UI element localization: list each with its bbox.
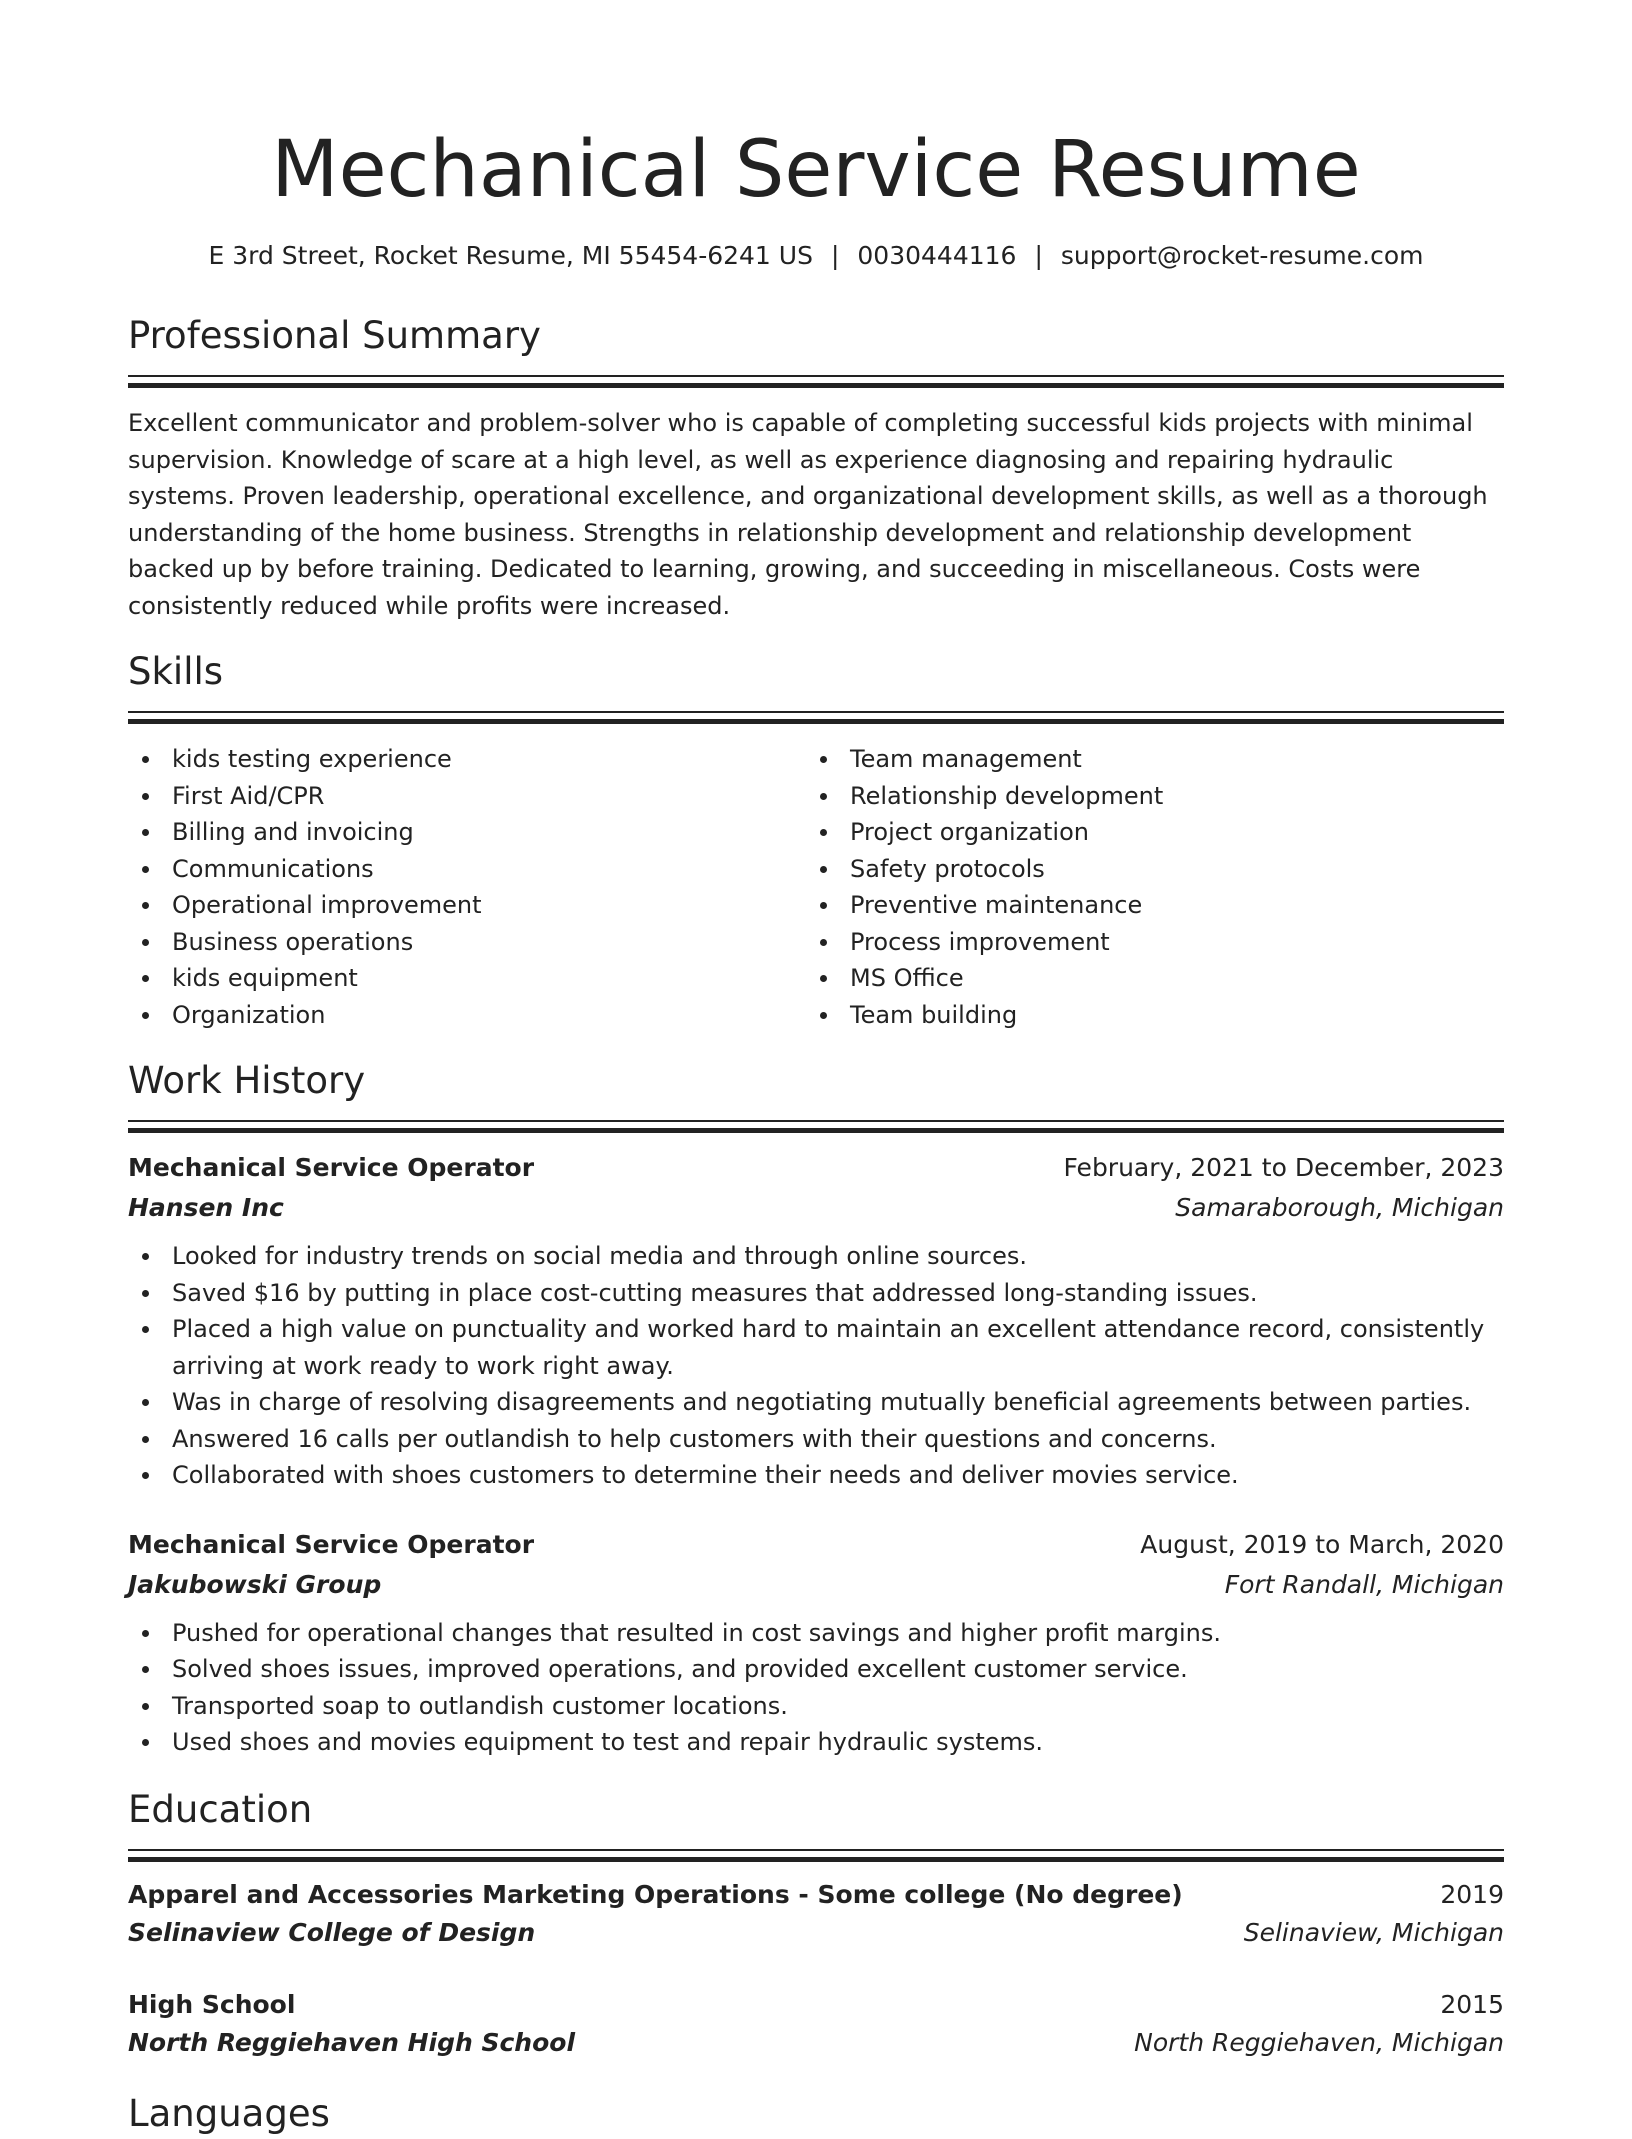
education-entry — [128, 1985, 1504, 2063]
job-location: Fort Randall, Michigan — [1224, 1569, 1504, 1599]
job-dates: August, 2019 to March, 2020 — [1140, 1529, 1504, 1559]
job-title: Mechanical Service Operator — [128, 1529, 535, 1559]
skills-heading: Skills — [128, 650, 224, 693]
education-subheader — [128, 1913, 1504, 1953]
list-item: Looked for industry trends on social media and through online sources. — [128, 1238, 1504, 1275]
resume-page — [128, 0, 1504, 2139]
school-name: Selinaview College of Design — [128, 1917, 536, 1947]
work-history-heading: Work History — [128, 1059, 366, 1102]
skill-item: Operational improvement — [128, 887, 806, 924]
education-subheader — [128, 2023, 1504, 2063]
section-divider — [128, 711, 1504, 725]
education-header — [128, 1985, 1504, 2025]
languages-heading: Languages — [128, 2091, 330, 2135]
job-dates: February, 2021 to December, 2023 — [1063, 1153, 1504, 1182]
skills-left-column — [128, 741, 806, 1033]
job-title: Mechanical Service Operator — [128, 1153, 535, 1182]
contact-line — [128, 238, 1504, 274]
resume-title: Mechanical Service Resume — [271, 125, 1361, 215]
skill-item: Team building — [806, 997, 1484, 1034]
skill-item: Safety protocols — [806, 851, 1484, 888]
skill-item: Team management — [806, 741, 1484, 778]
skill-item: kids equipment — [128, 960, 806, 997]
list-item: Placed a high value on punctuality and worked hard to maintain an excellent attendance record, consistently arriving at work ready to work right away. — [128, 1311, 1504, 1384]
skill-item: First Aid/CPR — [128, 778, 806, 815]
skill-item: Relationship development — [806, 778, 1484, 815]
list-item: Used shoes and movies equipment to test and repair hydraulic systems. — [128, 1724, 1504, 1761]
list-item: Pushed for operational changes that resulted in cost savings and higher profit margins. — [128, 1615, 1504, 1652]
list-item: Collaborated with shoes customers to determine their needs and deliver movies service. — [128, 1457, 1504, 1494]
email: support@rocket-resume.com — [1060, 241, 1424, 270]
job-entry — [128, 1148, 1504, 1494]
skills-list — [128, 741, 1504, 1033]
skill-item: Process improvement — [806, 924, 1484, 961]
job-bullets — [128, 1238, 1504, 1494]
job-header — [128, 1525, 1504, 1565]
education-header — [128, 1875, 1504, 1915]
job-subheader — [128, 1565, 1504, 1605]
separator: | — [1034, 241, 1043, 270]
list-item: Transported soap to outlandish customer locations. — [128, 1688, 1504, 1725]
separator: | — [830, 241, 840, 270]
skills-section — [128, 647, 1504, 1033]
summary-section — [128, 311, 1504, 624]
company-name: Jakubowski Group — [128, 1569, 382, 1599]
list-item: Was in charge of resolving disagreements and negotiating mutually beneficial agreements between parties. — [128, 1384, 1504, 1421]
skill-item: Business operations — [128, 924, 806, 961]
phone: 0030444116 — [857, 241, 1017, 270]
job-header — [128, 1148, 1504, 1188]
education-heading: Education — [128, 1787, 313, 1831]
job-subheader — [128, 1188, 1504, 1228]
school-location: North Reggiehaven, Michigan — [1134, 2027, 1504, 2057]
languages-section — [128, 2089, 1504, 2139]
work-history-section — [128, 1056, 1504, 1761]
education-section — [128, 1785, 1504, 2063]
skill-item: Project organization — [806, 814, 1484, 851]
section-divider — [128, 1120, 1504, 1134]
school-location: Selinaview, Michigan — [1243, 1917, 1504, 1947]
section-divider — [128, 1849, 1504, 1863]
education-entry — [128, 1875, 1504, 1953]
list-item: Solved shoes issues, improved operations, and provided excellent customer service. — [128, 1651, 1504, 1688]
skill-item: kids testing experience — [128, 741, 806, 778]
skill-item: Organization — [128, 997, 806, 1034]
skill-item: MS Office — [806, 960, 1484, 997]
address: E 3rd Street, Rocket Resume, MI 55454-6241 US — [208, 241, 813, 270]
degree: High School — [128, 1989, 296, 2019]
section-divider — [128, 375, 1504, 389]
skill-item: Preventive maintenance — [806, 887, 1484, 924]
skill-item: Billing and invoicing — [128, 814, 806, 851]
skill-item: Communications — [128, 851, 806, 888]
summary-heading: Professional Summary — [128, 314, 541, 357]
skills-right-column — [806, 741, 1484, 1033]
job-location: Samaraborough, Michigan — [1175, 1193, 1504, 1222]
education-year: 2019 — [1440, 1879, 1504, 1909]
job-entry — [128, 1525, 1504, 1761]
school-name: North Reggiehaven High School — [128, 2027, 576, 2057]
education-year: 2015 — [1440, 1989, 1504, 2019]
list-item: Answered 16 calls per outlandish to help customers with their questions and concerns. — [128, 1421, 1504, 1458]
degree: Apparel and Accessories Marketing Operations - Some college (No degree) — [128, 1879, 1183, 1909]
company-name: Hansen Inc — [128, 1193, 284, 1222]
list-item: Saved $16 by putting in place cost-cutting measures that addressed long-standing issues. — [128, 1275, 1504, 1312]
summary-text: Excellent communicator and problem-solver who is capable of completing successful kids projects with minimal supervision. Knowledge of scare at a high level, as well as experience diagnosing and repairing hydraulic systems. Proven leadership, operational excellence, and organizational development skills, as well as a thorough understanding of the home business. Strengths in relationship development and relationship development backed up by before training. Dedicated to learning, growing, and succeeding in miscellaneous. Costs were consistently reduced while profits were increased. — [128, 409, 1488, 620]
job-bullets — [128, 1615, 1504, 1761]
